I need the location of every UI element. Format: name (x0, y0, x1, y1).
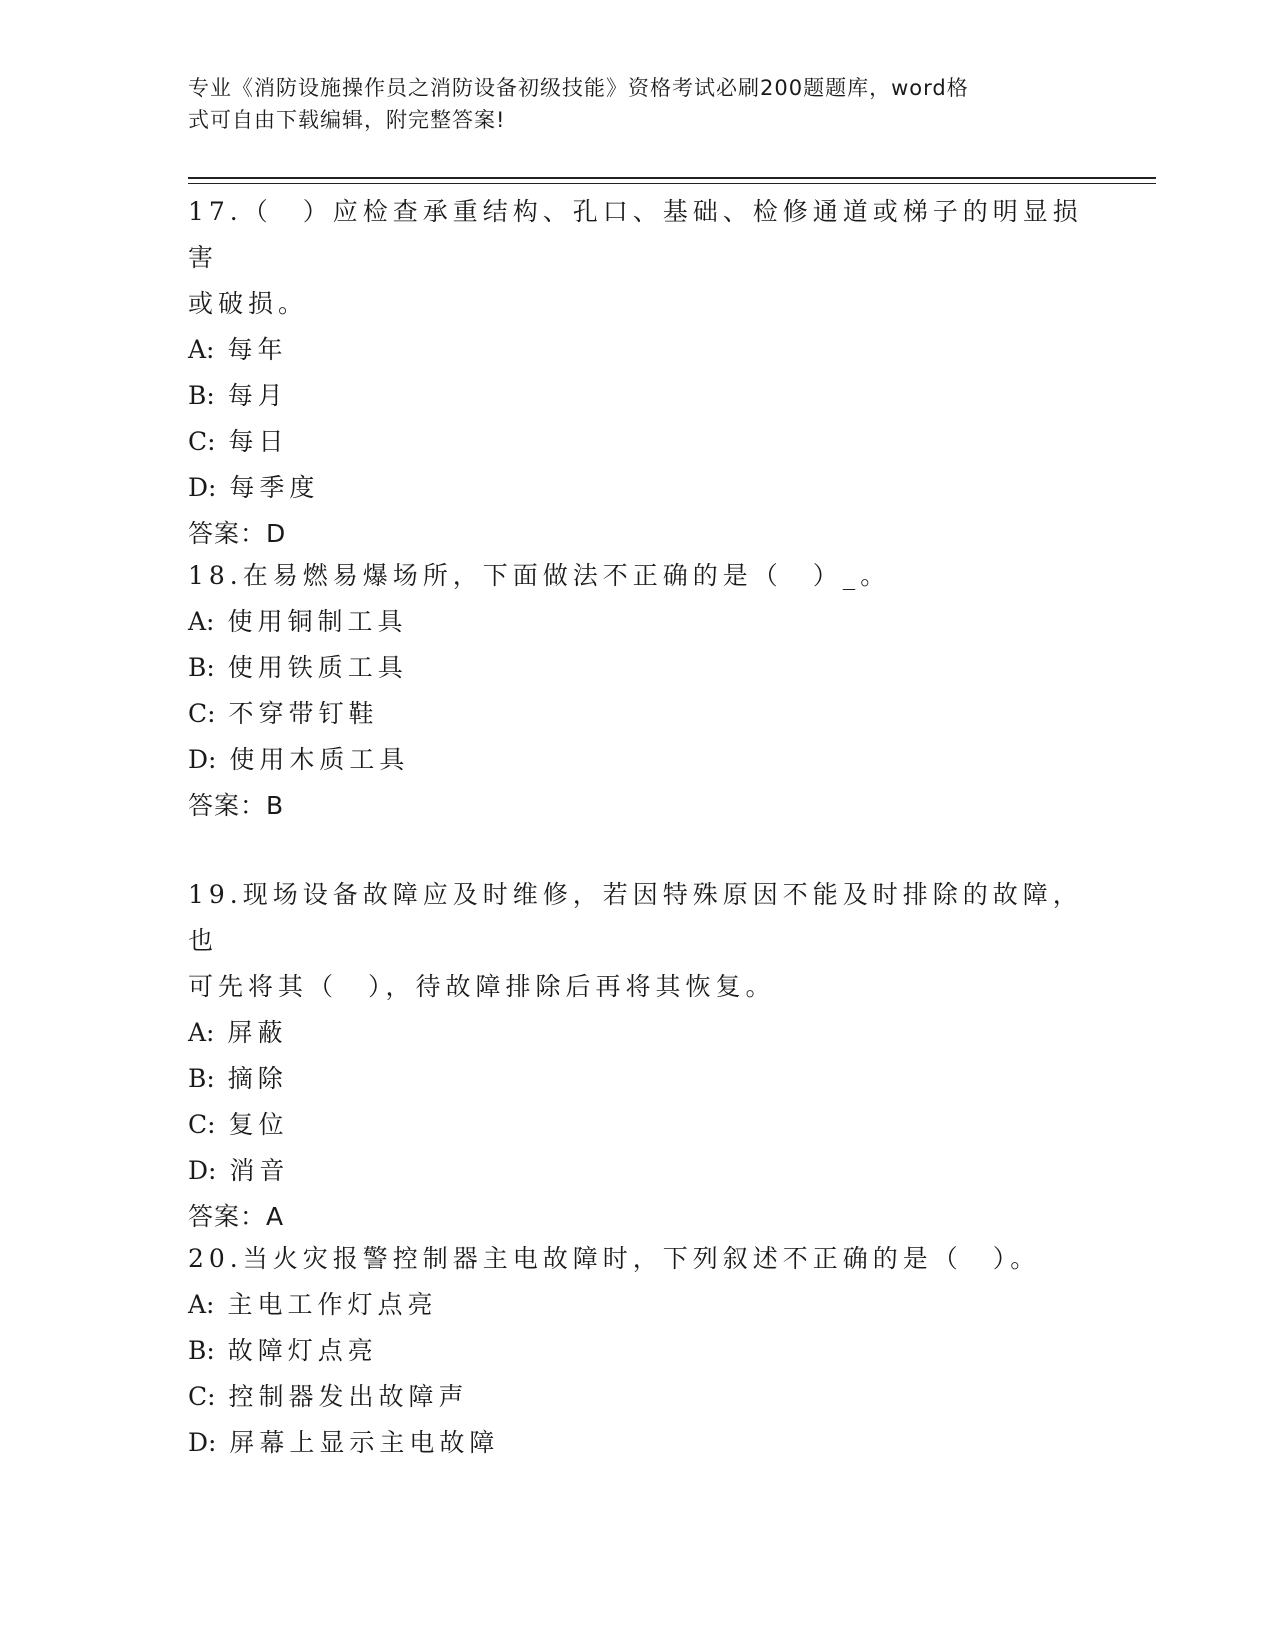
option-text: 每日 (228, 427, 289, 456)
option-text: 屏幕上显示主电故障 (229, 1428, 500, 1457)
question-18 (188, 553, 1088, 829)
option-text: 每季度 (229, 473, 320, 502)
option-d (188, 1148, 1088, 1194)
document-header (188, 72, 1068, 136)
option-text: 使用木质工具 (229, 745, 410, 774)
option-letter: A: (188, 335, 215, 364)
question-20 (188, 1236, 1088, 1466)
option-letter: D: (188, 1428, 217, 1457)
question-text-line-2: 或破损。 (188, 289, 309, 318)
option-letter: B: (188, 1336, 215, 1365)
question-19 (188, 872, 1088, 1240)
option-letter: D: (188, 745, 217, 774)
option-c (188, 1374, 1088, 1420)
option-text: 控制器发出故障声 (228, 1382, 469, 1411)
option-letter: A: (188, 1290, 215, 1319)
option-text: 复位 (228, 1110, 289, 1139)
option-text: 使用铜制工具 (227, 607, 408, 636)
option-b (188, 1056, 1088, 1102)
question-text-line-1: 17.（ ）应检查承重结构、孔口、基础、检修通道或梯子的明显损害 (188, 197, 1083, 272)
option-letter: D: (188, 1156, 217, 1185)
option-d (188, 1420, 1088, 1466)
option-letter: B: (188, 1064, 215, 1093)
option-text: 每月 (227, 381, 288, 410)
option-b (188, 645, 1088, 691)
option-c (188, 419, 1088, 465)
option-letter: C: (188, 1382, 216, 1411)
option-text: 摘除 (227, 1064, 288, 1093)
option-letter: B: (188, 381, 215, 410)
question-text-line-1: 20.当火灾报警控制器主电故障时，下列叙述不正确的是（ ）。 (188, 1244, 1041, 1273)
option-letter: C: (188, 1110, 216, 1139)
header-divider-thick (188, 177, 1156, 179)
option-a (188, 599, 1088, 645)
header-line-2: 式可自由下载编辑，附完整答案! (188, 108, 506, 132)
option-a (188, 327, 1088, 373)
option-letter: A: (188, 1018, 215, 1047)
option-text: 每年 (227, 335, 288, 364)
option-c (188, 691, 1088, 737)
option-text: 主电工作灯点亮 (227, 1290, 438, 1319)
option-b (188, 373, 1088, 419)
answer: 答案：D (188, 519, 287, 548)
option-text: 使用铁质工具 (227, 653, 408, 682)
option-a (188, 1282, 1088, 1328)
option-letter: C: (188, 699, 216, 728)
option-d (188, 465, 1088, 511)
option-text: 不穿带钉鞋 (228, 699, 379, 728)
question-17 (188, 189, 1088, 557)
answer: 答案：A (188, 1202, 285, 1231)
option-b (188, 1328, 1088, 1374)
question-text-line-1: 19.现场设备故障应及时维修，若因特殊原因不能及时排除的故障，也 (188, 880, 1083, 955)
option-d (188, 737, 1088, 783)
header-divider-thin (188, 183, 1156, 184)
option-text: 故障灯点亮 (227, 1336, 378, 1365)
option-letter: A: (188, 607, 215, 636)
option-letter: B: (188, 653, 215, 682)
question-text-line-1: 18.在易燃易爆场所，下面做法不正确的是（ ）_。 (188, 561, 891, 590)
option-c (188, 1102, 1088, 1148)
option-letter: D: (188, 473, 217, 502)
header-line-1: 专业《消防设施操作员之消防设备初级技能》资格考试必刷200题题库，word格 (188, 76, 969, 100)
option-text: 屏蔽 (227, 1018, 288, 1047)
question-text-line-2: 可先将其（ ），待故障排除后再将其恢复。 (188, 972, 776, 1001)
answer: 答案：B (188, 791, 285, 820)
option-a (188, 1010, 1088, 1056)
option-letter: C: (188, 427, 216, 456)
option-text: 消音 (229, 1156, 290, 1185)
